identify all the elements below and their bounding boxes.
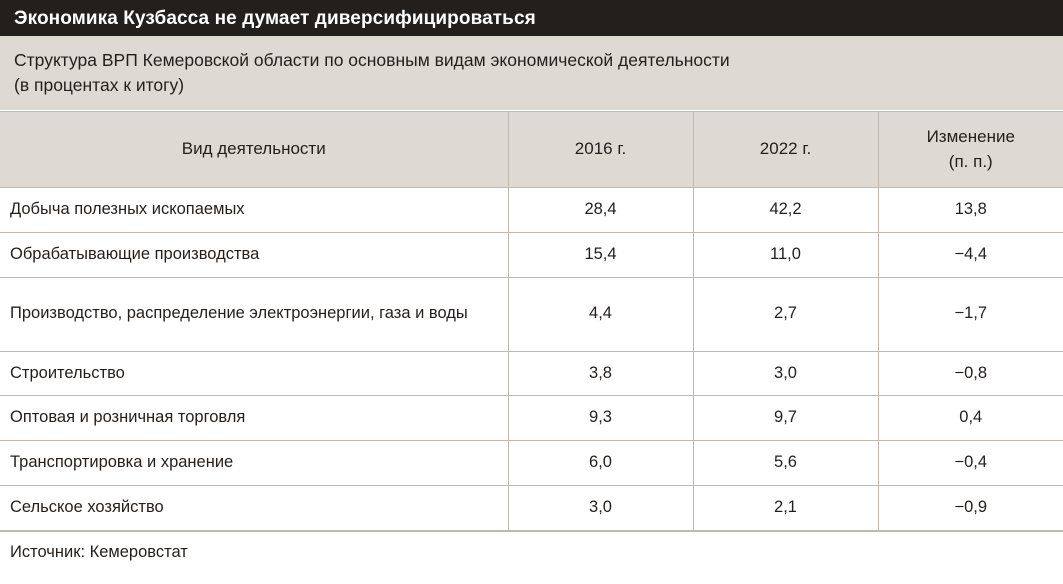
- table-row: [0, 396, 1063, 441]
- cell-change: −0,9: [878, 486, 1063, 531]
- cell-activity: Производство, распределение электроэнергии, газа и воды: [0, 277, 508, 351]
- table-header-row: [0, 111, 1063, 187]
- table-row: [0, 232, 1063, 277]
- column-header-2016: 2016 г.: [508, 111, 693, 187]
- cell-change: −4,4: [878, 232, 1063, 277]
- cell-change: 0,4: [878, 396, 1063, 441]
- source-note: Источник: Кемеровстат: [0, 531, 1063, 572]
- table-header: [0, 111, 1063, 187]
- table-row: [0, 277, 1063, 351]
- column-header-2022: 2022 г.: [693, 111, 878, 187]
- title-bar: [0, 0, 1063, 36]
- cell-activity: Обрабатывающие производства: [0, 232, 508, 277]
- cell-2022: 11,0: [693, 232, 878, 277]
- cell-change: 13,8: [878, 187, 1063, 232]
- table-body: [0, 187, 1063, 531]
- page-title: Экономика Кузбасса не думает диверсифицироваться: [14, 7, 536, 29]
- cell-2022: 42,2: [693, 187, 878, 232]
- column-header-change-line2: (п. п.): [948, 152, 993, 172]
- cell-activity: Строительство: [0, 351, 508, 396]
- cell-activity: Транспортировка и хранение: [0, 441, 508, 486]
- cell-2022: 5,6: [693, 441, 878, 486]
- subtitle-block: [0, 36, 1063, 111]
- cell-2022: 3,0: [693, 351, 878, 396]
- cell-2016: 15,4: [508, 232, 693, 277]
- table-row: [0, 441, 1063, 486]
- cell-activity: Оптовая и розничная торговля: [0, 396, 508, 441]
- cell-change: −1,7: [878, 277, 1063, 351]
- column-header-activity: Вид деятельности: [0, 111, 508, 187]
- cell-change: −0,4: [878, 441, 1063, 486]
- cell-2016: 28,4: [508, 187, 693, 232]
- column-header-change: [878, 111, 1063, 187]
- table-row: [0, 351, 1063, 396]
- table-row: [0, 187, 1063, 232]
- cell-2022: 9,7: [693, 396, 878, 441]
- cell-activity: Добыча полезных ископаемых: [0, 187, 508, 232]
- cell-2022: 2,1: [693, 486, 878, 531]
- cell-2016: 6,0: [508, 441, 693, 486]
- gvp-structure-table: [0, 111, 1063, 532]
- cell-2016: 3,8: [508, 351, 693, 396]
- table-row: [0, 486, 1063, 531]
- subtitle-line-1: Структура ВРП Кемеровской области по основным видам экономической деятельности: [14, 50, 730, 70]
- cell-activity: Сельское хозяйство: [0, 486, 508, 531]
- cell-2016: 9,3: [508, 396, 693, 441]
- cell-2016: 3,0: [508, 486, 693, 531]
- column-header-change-line1: Изменение: [926, 126, 1015, 146]
- cell-change: −0,8: [878, 351, 1063, 396]
- cell-2022: 2,7: [693, 277, 878, 351]
- subtitle-line-2: (в процентах к итогу): [14, 74, 185, 95]
- cell-2016: 4,4: [508, 277, 693, 351]
